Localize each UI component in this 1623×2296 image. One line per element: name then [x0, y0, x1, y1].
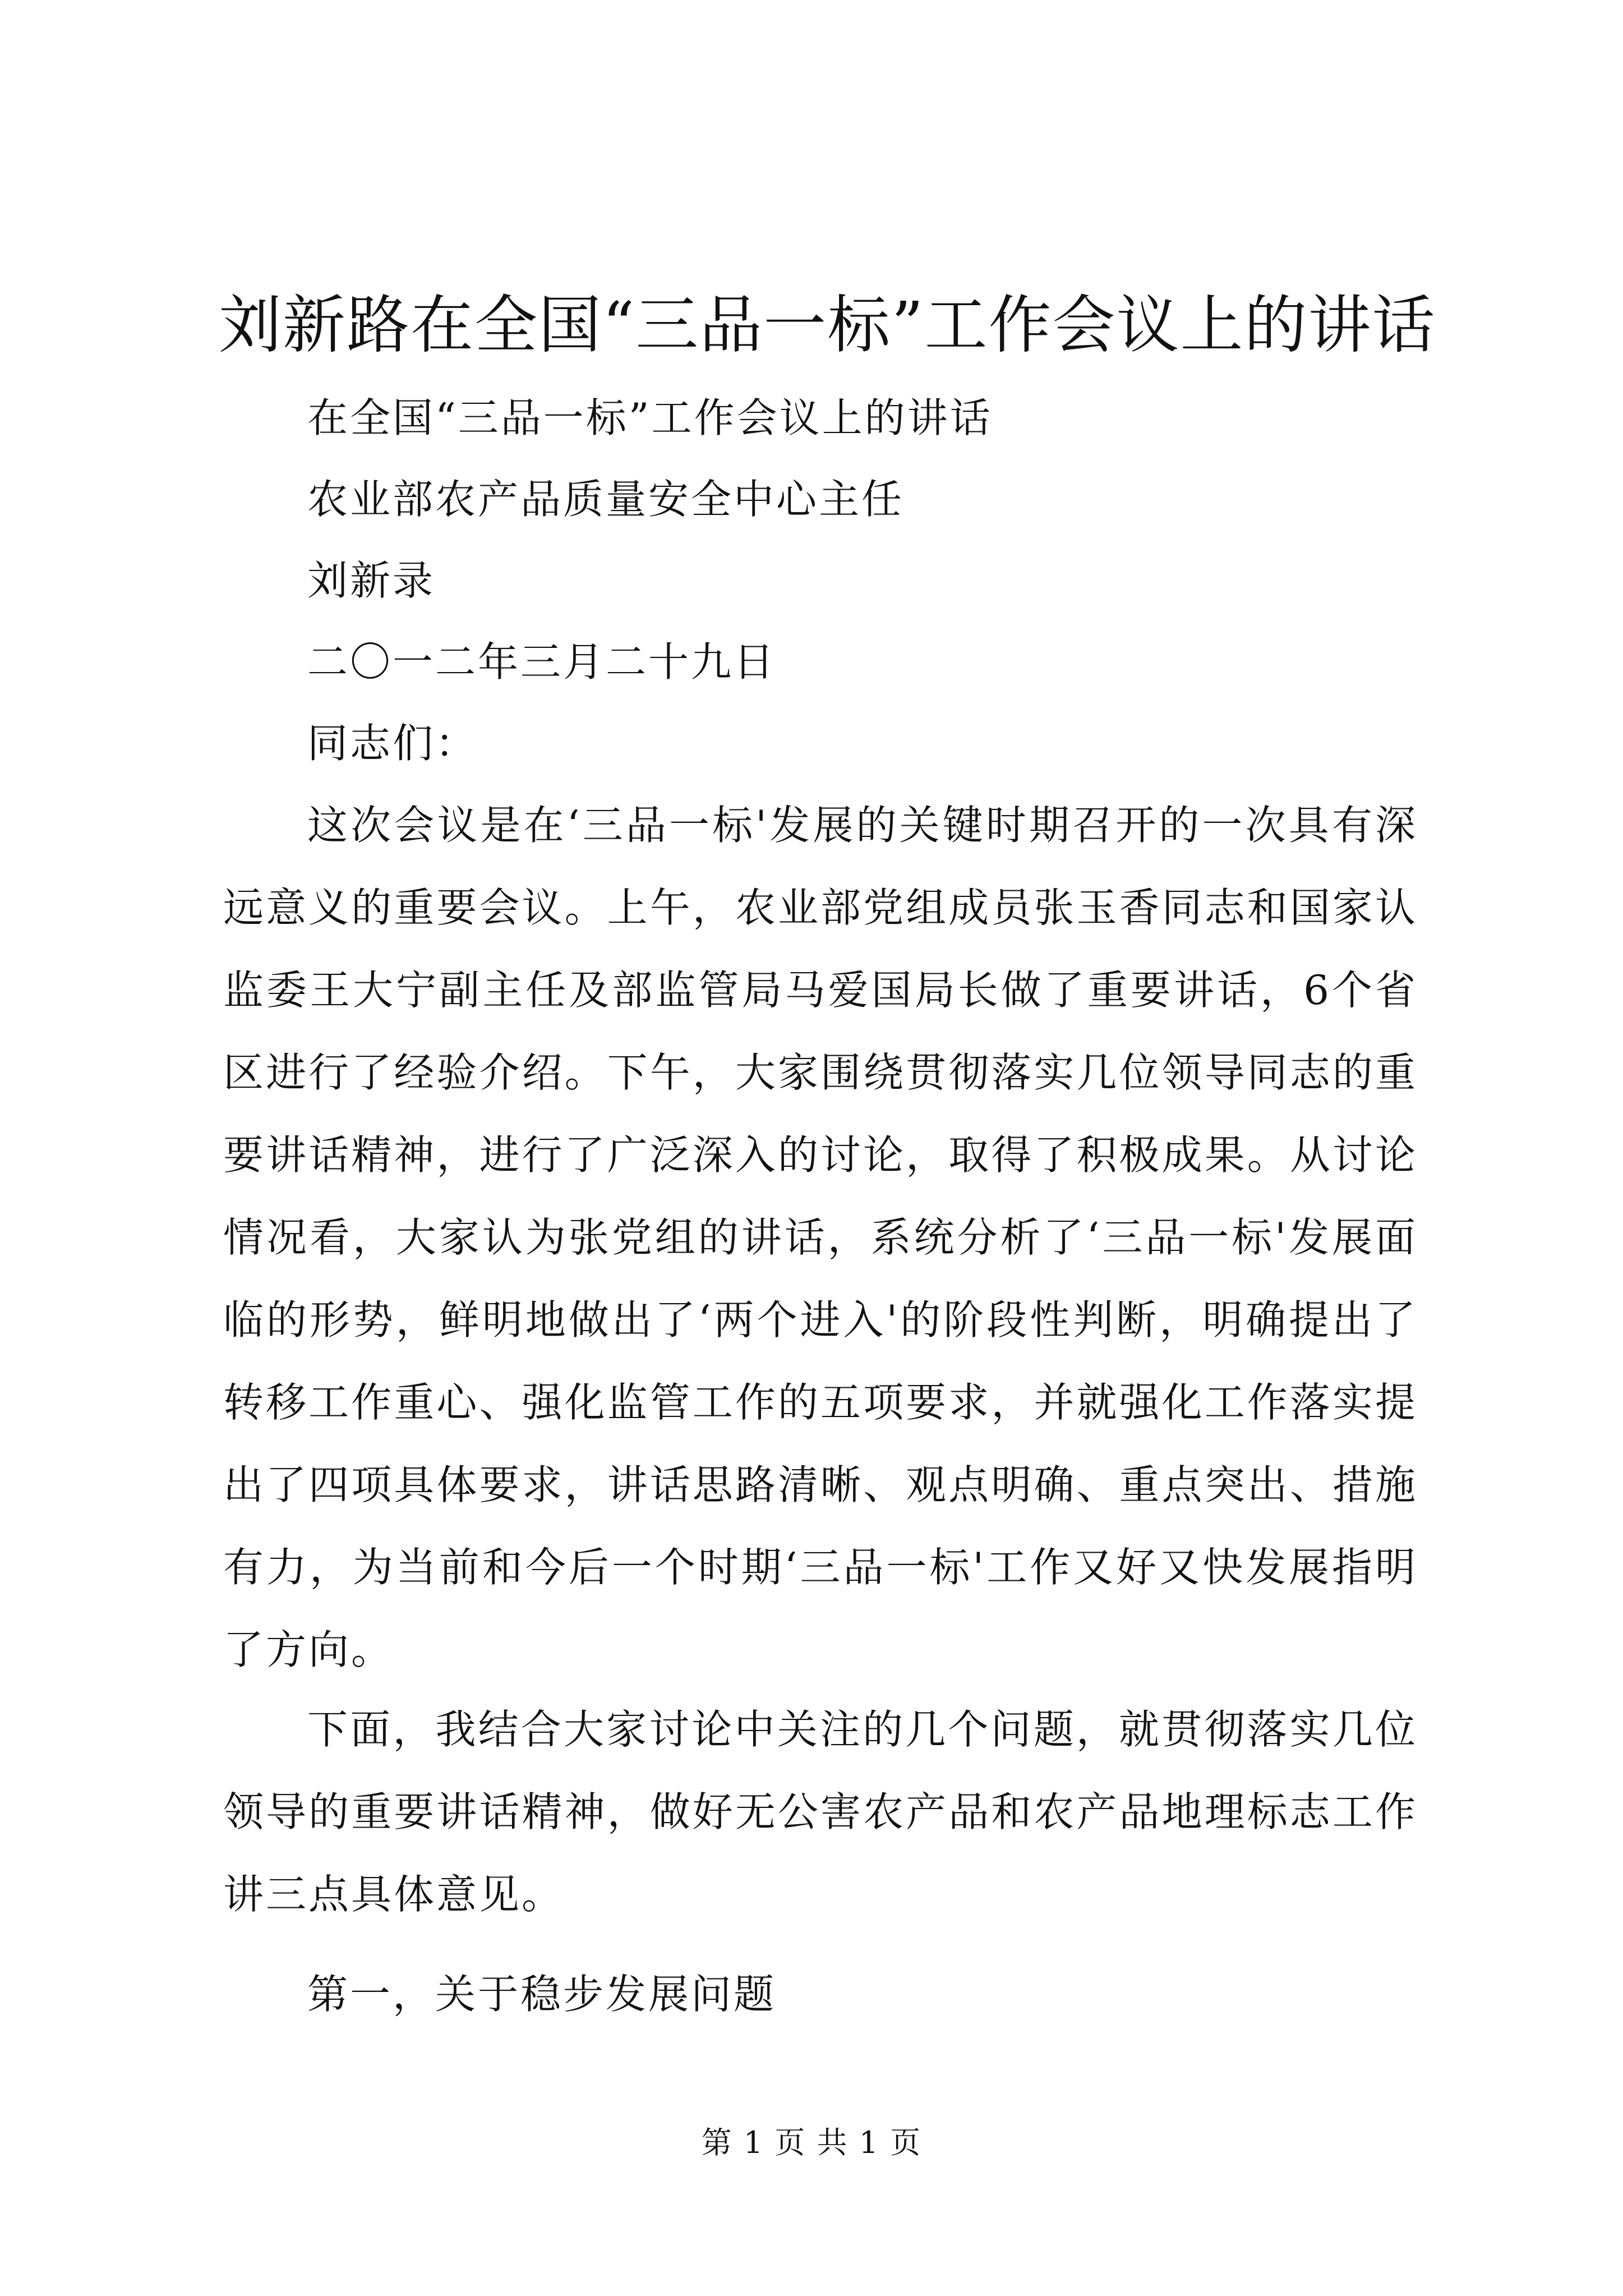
- body-paragraph-2: 下面，我结合大家讨论中关注的几个问题，就贯彻落实几位领导的重要讲话精神，做好无公害农产品和农产品地理标志工作讲三点具体意见。: [223, 1706, 1418, 1918]
- body-paragraph-1: 这次会议是在‘三品一标'发展的关键时期召开的一次具有深远意义的重要会议。上午，农业部党组成员张玉香同志和国家认监委王大宁副主任及部监管局马爱国局长做了重要讲话，6个省区进行了经验介绍。下午，大家围绕贯彻落实几位领导同志的重要讲话精神，进行了广泛深入的讨论，取得了积极成果。从讨论情况看，大家认为张党组的讲话，系统分析了‘三品一标'发展面临的形势，鲜明地做出了‘两个进入'的阶段性判断，明确提出了转移工作重心、强化监管工作的五项要求，并就强化工作落实提出了四项具体要求，讲话思路清晰、观点明确、重点突出、措施有力，为当前和今后一个时期‘三品一标'工作又好又快发展指明了方向。: [223, 802, 1418, 1673]
- document-title: 刘新路在全国“三品一标”工作会议上的讲话: [219, 289, 1436, 362]
- speaker-name: 刘新录: [307, 557, 436, 604]
- page-footer: 第 1 页 共 1 页: [701, 2125, 922, 2160]
- speech-subtitle: 在全国“三品一标”工作会议上的讲话: [307, 394, 993, 441]
- speech-date: 二〇一二年三月二十九日: [307, 638, 777, 685]
- section-heading: 第一，关于稳步发展问题: [307, 1971, 777, 2018]
- speaker-position: 农业部农产品质量安全中心主任: [307, 476, 905, 523]
- salutation: 同志们：: [307, 720, 478, 767]
